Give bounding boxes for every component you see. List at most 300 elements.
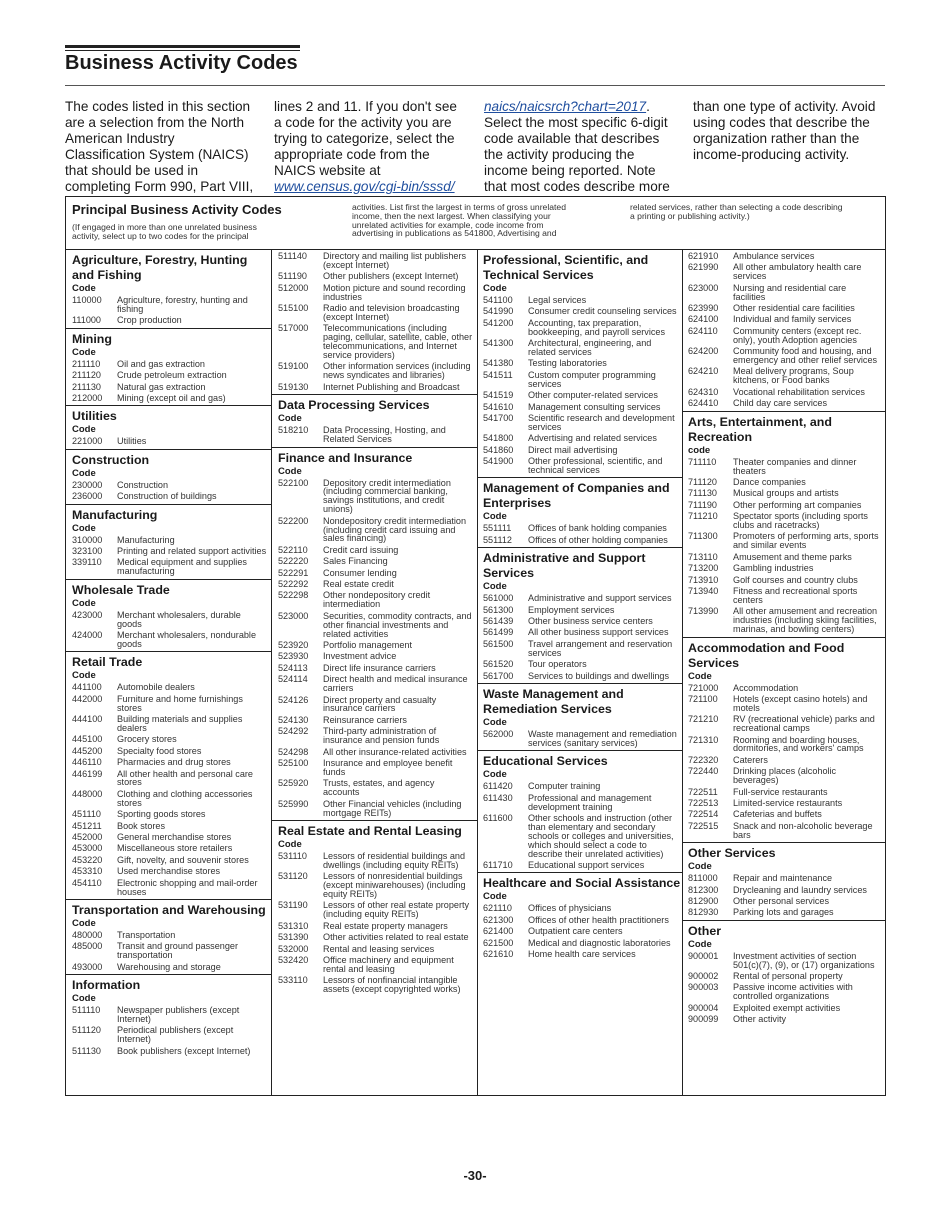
code-column-label: Code (72, 993, 96, 1005)
section-title: Other (688, 923, 722, 938)
section-title: Retail Trade (72, 655, 143, 670)
activity-code: 561439 (483, 616, 514, 627)
activity-code: 532420 (278, 954, 309, 965)
activity-description: Third-party administration of insurance and pension funds (323, 726, 440, 746)
code-row (66, 734, 271, 745)
activity-description: Sporting goods stores (117, 809, 206, 820)
activity-description: Telecommunications (including paging, cellular, satellite, cable, other telecommunications, and Internet service providers) (323, 323, 473, 361)
code-row (682, 606, 885, 635)
activity-description: Drinking places (alcoholic beverages) (733, 766, 837, 786)
activity-description: Administrative and support services (528, 593, 672, 604)
activity-description: Sales Financing (323, 556, 388, 567)
code-row (477, 813, 682, 860)
code-row (682, 907, 885, 918)
code-row (66, 480, 271, 491)
subtitle-line: (If engaged in more than one unrelated business (72, 222, 257, 232)
code-row (477, 593, 682, 604)
activity-code: 623000 (688, 282, 719, 293)
activity-description: Trusts, estates, and agency accounts (323, 778, 435, 798)
activity-code: 515100 (278, 303, 309, 314)
activity-code: 541519 (483, 390, 514, 401)
activity-code: 624100 (688, 314, 719, 325)
activity-description: Pharmacies and drug stores (117, 757, 231, 768)
activity-description: Natural gas extraction (117, 381, 206, 392)
activity-description: Rental and leasing services (323, 943, 435, 954)
activity-description: Individual and family services (733, 314, 852, 325)
code-row (682, 755, 885, 766)
activity-description: Lessors of nonfinancial intangible assets (except copyrighted works) (323, 975, 461, 995)
activity-description: Management consulting services (528, 401, 661, 412)
section-title: Professional, Scientific, and Technical Services (483, 253, 649, 282)
activity-description: Investment advice (323, 651, 397, 662)
activity-description: Testing laboratories (528, 358, 607, 369)
activity-description: Internet Publishing and Broadcast (323, 381, 460, 392)
code-row (682, 982, 885, 1002)
activity-description: Real estate property managers (323, 920, 448, 931)
code-row (66, 821, 271, 832)
code-row (272, 590, 477, 610)
code-row (682, 873, 885, 884)
activity-description: Merchant wholesalers, durable goods (117, 609, 241, 629)
section-real-estate-and-rental-leasing (272, 821, 477, 997)
section-wholesale-trade (66, 580, 271, 653)
codes-column-4 (682, 250, 885, 1095)
activity-description: Other performing art companies (733, 499, 862, 510)
activity-code: 524126 (278, 694, 309, 705)
activity-code: 713910 (688, 574, 719, 585)
code-column-label: Code (483, 716, 507, 728)
activity-code: 444100 (72, 714, 103, 725)
activity-description: Repair and maintenance (733, 873, 833, 884)
activity-code: 721210 (688, 714, 719, 725)
intro-line: organization rather than the (693, 131, 860, 146)
activity-code: 721310 (688, 734, 719, 745)
activity-code: 446110 (72, 757, 102, 768)
code-column-label: Code (688, 670, 712, 682)
activity-code: 900003 (688, 982, 719, 993)
activity-description: Credit card issuing (323, 544, 399, 555)
activity-description: Medical and diagnostic laboratories (528, 937, 671, 948)
activity-code: 424000 (72, 630, 103, 640)
code-row (272, 747, 477, 758)
codes-column-1 (66, 250, 272, 1095)
activity-codes-table (65, 196, 886, 1096)
activity-description: Offices of other health practitioners (528, 914, 669, 925)
activity-description: Exploited exempt activities (733, 1002, 841, 1013)
activity-description: Accounting, tax preparation, bookkeeping, and payroll services (528, 317, 665, 337)
activity-description: Cafeterias and buffets (733, 809, 822, 820)
activity-description: Other residential care facilities (733, 303, 855, 314)
activity-description: Specialty food stores (117, 745, 202, 756)
activity-code: 525920 (278, 778, 309, 789)
activity-description: All other insurance-related activities (323, 746, 467, 757)
code-row (66, 843, 271, 854)
activity-description: Periodical publishers (except Internet) (117, 1025, 234, 1045)
code-row (272, 955, 477, 975)
section-title: Administrative and Support Services (483, 551, 646, 581)
activity-description: Meal delivery programs, Soup kitchens, or Food banks (733, 366, 854, 386)
code-column-label: Code (483, 769, 507, 781)
activity-description: Legal services (528, 295, 587, 305)
activity-description: Medical equipment and supplies manufacturing (117, 557, 247, 577)
title-underline (65, 85, 885, 86)
code-row (272, 516, 477, 545)
code-row (272, 251, 477, 271)
activity-code: 621500 (483, 937, 514, 948)
activity-code: 531390 (278, 932, 309, 943)
section-title: Data Processing Services (278, 398, 430, 413)
activity-code: 230000 (72, 479, 103, 490)
section-continued (272, 250, 477, 395)
code-column-label: Code (278, 413, 302, 425)
activity-code: 480000 (72, 929, 103, 940)
activity-code: 511190 (278, 271, 307, 282)
activity-code: 522298 (278, 590, 309, 601)
intro-line: lines 2 and 11. If you don't see (274, 99, 457, 114)
activity-code: 722320 (688, 754, 719, 765)
section-arts-entertainment-and-recreation (682, 412, 885, 638)
code-row (682, 798, 885, 809)
code-row (477, 729, 682, 749)
activity-code: 211120 (72, 370, 101, 381)
code-column-label: Code (483, 581, 507, 593)
code-row (66, 630, 271, 650)
activity-code: 621400 (483, 926, 514, 937)
section-title: Healthcare and Social Assistance (483, 876, 681, 891)
code-row (477, 627, 682, 638)
code-row (66, 941, 271, 961)
code-row (272, 674, 477, 694)
section-title: Transportation and Warehousing (72, 902, 266, 917)
activity-code: 524292 (278, 726, 309, 737)
activity-code: 621990 (688, 262, 719, 273)
code-row (272, 900, 477, 920)
activity-code: 624200 (688, 346, 719, 357)
activity-code: 713990 (688, 606, 719, 617)
code-row (682, 821, 885, 841)
activity-code: 531120 (278, 871, 308, 882)
code-row (682, 885, 885, 896)
activity-description: Educational support services (528, 860, 645, 871)
activity-code: 310000 (72, 534, 103, 545)
code-column-label: Code (72, 917, 96, 929)
naics-link-part1[interactable]: www.census.gov/cgi-bin/sssd/ (274, 179, 455, 194)
activity-description: Building materials and supplies dealers (117, 714, 243, 733)
activity-description: Construction of buildings (117, 491, 217, 502)
code-row (682, 500, 885, 511)
activity-code: 522100 (278, 477, 309, 488)
activity-description: Insurance and employee benefit funds (323, 757, 453, 777)
activity-description: Other computer-related services (528, 390, 658, 401)
intro-line: income-producing activity. (693, 147, 850, 162)
activity-description: Theater companies and dinner theaters (733, 456, 857, 476)
activity-code: 453310 (72, 866, 103, 877)
section-management-of-companies-and-enterprises (477, 478, 682, 548)
activity-description: Hotels (except casino hotels) and motels (733, 693, 868, 713)
intro-line: appropriate code from the (274, 147, 430, 162)
code-row (272, 425, 477, 445)
intro-line: Select the most specific 6-digit (484, 115, 668, 130)
activity-code: 711210 (688, 511, 718, 522)
activity-code: 441100 (72, 682, 102, 693)
activity-description: Other schools and instruction (other than elementary and secondary schools or colleges and universities, which should select a code to describe their unrelated activities) (528, 813, 674, 859)
section-accommodation-and-food-services (682, 638, 885, 844)
activity-description: All other ambulatory health care services (733, 262, 862, 282)
section-mining (66, 329, 271, 407)
activity-code: 454110 (72, 877, 102, 888)
activity-code: 511120 (72, 1025, 101, 1036)
code-row (682, 326, 885, 346)
activity-description: Offices of other holding companies (528, 534, 668, 545)
activity-code: 523000 (278, 610, 309, 621)
code-row (477, 370, 682, 390)
section-transportation-and-warehousing (66, 900, 271, 975)
section-waste-management-and-remediation-services (477, 684, 682, 751)
code-row (477, 402, 682, 413)
activity-description: Nursing and residential care facilities (733, 282, 847, 302)
activity-code: 900001 (688, 950, 719, 961)
code-row (272, 568, 477, 579)
activity-description: Community centers (except rec. only), youth Adoption agencies (733, 325, 862, 345)
activity-code: 611710 (483, 860, 513, 871)
section-other (682, 921, 885, 1027)
activity-code: 518210 (278, 425, 309, 436)
code-row (272, 579, 477, 590)
code-row (682, 766, 885, 786)
code-row (477, 358, 682, 369)
activity-description: Agriculture, forestry, hunting and fishing (117, 295, 248, 314)
activity-description: Other business service centers (528, 616, 653, 627)
code-row (272, 651, 477, 662)
activity-description: Travel arrangement and reservation services (528, 638, 673, 658)
code-row (477, 318, 682, 338)
code-row (272, 478, 477, 516)
note-line: advertising in publications as 541800, Advertising and (352, 228, 557, 239)
activity-code: 722511 (688, 786, 718, 797)
activity-description: Tour operators (528, 659, 587, 670)
activity-description: Transportation (117, 929, 176, 940)
section-construction (66, 450, 271, 505)
section-finance-and-insurance (272, 448, 477, 821)
code-row (682, 735, 885, 755)
code-row (682, 787, 885, 798)
activity-description: Ambulance services (733, 251, 815, 261)
code-row (477, 949, 682, 960)
activity-code: 111000 (72, 315, 101, 326)
code-row (682, 366, 885, 386)
section-continued (682, 250, 885, 412)
code-row (272, 715, 477, 726)
code-row (682, 387, 885, 398)
code-row (682, 262, 885, 282)
intro-line: income being reported. Note (484, 163, 656, 178)
code-row (66, 757, 271, 768)
code-row (477, 915, 682, 926)
activity-description: Radio and television broadcasting (except Internet) (323, 303, 460, 322)
code-row (682, 951, 885, 971)
activity-description: Transit and ground passenger transportation (117, 941, 238, 961)
activity-code: 533110 (278, 975, 308, 986)
activity-description: Motion picture and sound recording industries (323, 282, 466, 302)
code-row (477, 781, 682, 792)
activity-code: 561000 (483, 593, 514, 604)
activity-description: Snack and non-alcoholic beverage bars (733, 820, 873, 840)
code-row (682, 303, 885, 314)
intro-line: NAICS website at (274, 163, 381, 178)
activity-code: 110000 (72, 295, 102, 305)
subtitle-line: activity, select up to two codes for the principal (72, 230, 249, 241)
code-row (272, 921, 477, 932)
activity-code: 722440 (688, 766, 719, 777)
code-row (66, 855, 271, 866)
header-note-1 (352, 203, 566, 238)
activity-code: 519130 (278, 381, 309, 392)
activity-description: Parking lots and garages (733, 907, 834, 918)
section-healthcare-and-social-assistance (477, 873, 682, 961)
title-rule-thin (65, 50, 300, 51)
activity-code: 451211 (72, 820, 102, 831)
activity-description: Other activity (733, 1014, 787, 1025)
code-row (66, 682, 271, 693)
activity-code: 541700 (483, 412, 514, 423)
code-column-label: Code (483, 891, 507, 903)
code-row (66, 809, 271, 820)
code-row (66, 878, 271, 898)
section-title: Construction (72, 452, 150, 467)
activity-description: All other business support services (528, 627, 669, 638)
activity-description: Caterers (733, 754, 768, 765)
activity-code: 561500 (483, 638, 514, 649)
activity-code: 485000 (72, 941, 103, 952)
activity-code: 511110 (72, 1005, 101, 1016)
code-row (66, 714, 271, 734)
activity-code: 624310 (688, 386, 719, 397)
table-title: Principal Business Activity Codes (72, 202, 282, 217)
activity-description: Gift, novelty, and souvenir stores (117, 854, 249, 865)
page-title: Business Activity Codes (65, 52, 298, 74)
code-row (477, 338, 682, 358)
activity-code: 531190 (278, 900, 308, 911)
activity-description: Dance companies (733, 476, 806, 487)
activity-description: Golf courses and country clubs (733, 574, 858, 585)
activity-code: 541380 (483, 358, 514, 369)
activity-code: 541200 (483, 317, 514, 328)
section-title: Accommodation and Food Services (688, 640, 845, 670)
code-row (682, 283, 885, 303)
section-other-services (682, 843, 885, 921)
activity-code: 561300 (483, 604, 514, 615)
code-row (272, 611, 477, 640)
activity-description: Direct property and casualty insurance carriers (323, 694, 437, 714)
activity-code: 713200 (688, 563, 719, 574)
activity-description: Book publishers (except Internet) (117, 1045, 251, 1056)
activity-description: RV (recreational vehicle) parks and recreational camps (733, 714, 875, 734)
code-row (272, 799, 477, 819)
code-row (682, 477, 885, 488)
activity-code: 812930 (688, 907, 719, 918)
code-row (272, 975, 477, 995)
code-column-label: Code (278, 838, 302, 850)
activity-description: Fitness and recreational sports centers (733, 585, 858, 605)
intro-line: code available that describes (484, 131, 660, 146)
activity-code: 541990 (483, 306, 514, 317)
activity-code: 611420 (483, 781, 513, 792)
activity-description: Used merchandise stores (117, 866, 221, 877)
code-row (682, 531, 885, 551)
activity-code: 900099 (688, 1014, 719, 1025)
note-line: a printing or publishing activity.) (630, 210, 750, 221)
code-row (272, 758, 477, 778)
activity-description: Crude petroleum extraction (117, 370, 227, 381)
activity-code: 721000 (688, 682, 719, 693)
activity-description: Electronic shopping and mail-order houses (117, 877, 258, 897)
code-row (682, 314, 885, 325)
activity-code: 541100 (483, 295, 513, 305)
note-line: related services, rather than selecting a code describing (630, 202, 843, 212)
activity-description: Spectator sports (including sports clubs and racetracks) (733, 511, 868, 531)
code-row (66, 746, 271, 757)
activity-code: 522292 (278, 579, 309, 590)
activity-code: 524130 (278, 714, 309, 725)
intro-line: Classification System (NAICS) (65, 147, 249, 162)
intro-column-2 (274, 99, 470, 195)
activity-code: 713110 (688, 551, 718, 562)
activity-code: 522110 (278, 544, 308, 555)
code-row (66, 694, 271, 714)
code-row (477, 433, 682, 444)
code-column-label: Code (72, 424, 96, 436)
code-row (682, 714, 885, 734)
code-row (272, 663, 477, 674)
activity-description: Directory and mailing list publishers (except Internet) (323, 251, 467, 270)
code-row (477, 659, 682, 670)
activity-description: Limited-service restaurants (733, 797, 843, 808)
code-row (272, 944, 477, 955)
link-period: . (646, 99, 650, 114)
code-row (682, 971, 885, 982)
activity-code: 541300 (483, 338, 514, 349)
activity-description: Drycleaning and laundry services (733, 884, 867, 895)
section-title: Educational Services (483, 754, 608, 769)
activity-description: Utilities (117, 436, 147, 447)
code-column-label: Code (688, 861, 712, 873)
activity-description: Other information services (including news syndicates and libraries) (323, 361, 471, 381)
code-row (272, 871, 477, 900)
code-column-label: Code (483, 511, 507, 523)
activity-description: Other activities related to real estate (323, 932, 469, 943)
activity-code: 511140 (278, 251, 307, 261)
code-row (477, 671, 682, 682)
code-row (682, 1003, 885, 1014)
code-row (272, 545, 477, 556)
code-row (272, 271, 477, 282)
section-agriculture-forestry-hunting-and-fishing (66, 250, 271, 329)
activity-code: 522220 (278, 556, 309, 567)
section-title: Finance and Insurance (278, 450, 413, 465)
activity-description: Nondepository credit intermediation (including credit card issuing and sales financing) (323, 515, 467, 544)
code-row (477, 793, 682, 813)
code-column-label: Code (72, 597, 96, 609)
activity-code: 541800 (483, 433, 514, 444)
naics-link-part2[interactable]: naics/naicsrch?chart=2017 (484, 99, 647, 114)
activity-code: 212000 (72, 392, 103, 403)
activity-code: 339110 (72, 557, 102, 568)
code-row (477, 295, 682, 306)
code-row (66, 546, 271, 557)
section-title: Real Estate and Rental Leasing (278, 823, 462, 838)
code-row (477, 938, 682, 949)
section-manufacturing (66, 505, 271, 580)
